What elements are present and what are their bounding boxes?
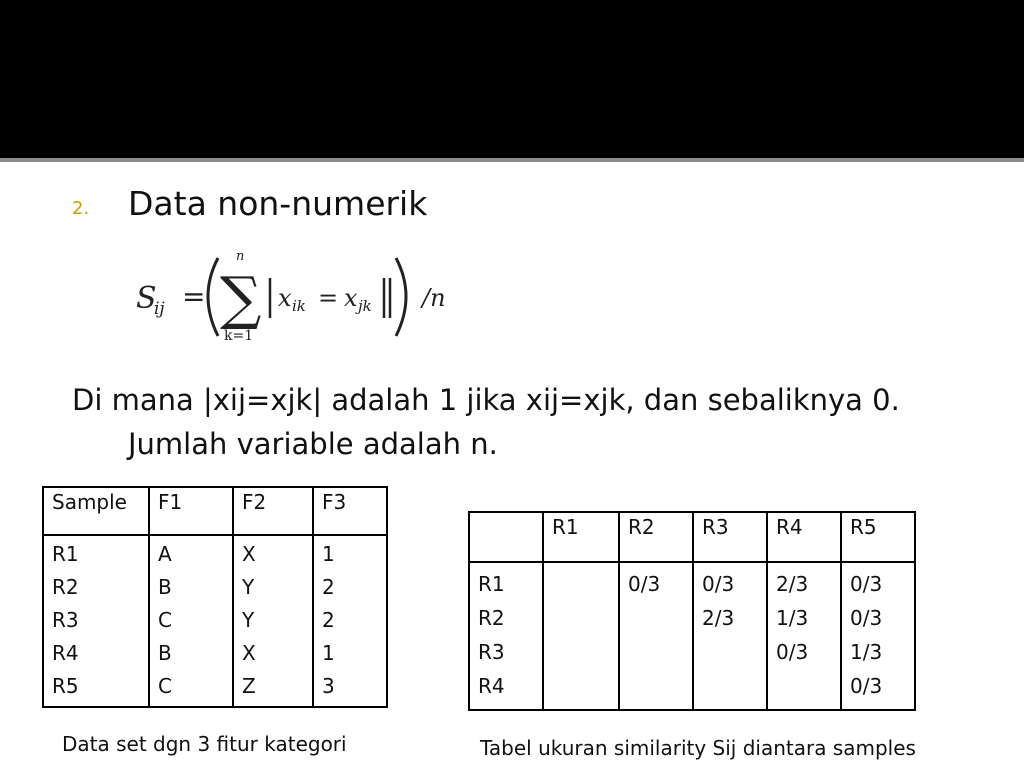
r5-column <box>841 562 915 710</box>
header-cell: R4 <box>767 512 841 562</box>
f1-column <box>149 535 233 707</box>
cell: R2 <box>478 606 505 630</box>
sigma-symbol: ∑ <box>220 264 262 332</box>
explanation-line-1: Di mana |xij=xjk| adalah 1 jika xij=xjk, dan sebaliknya 0. <box>72 383 900 417</box>
sum-lower-limit: k=1 <box>224 328 254 344</box>
cell: R5 <box>52 674 79 698</box>
r3-column <box>693 562 767 710</box>
cell: B <box>158 641 172 665</box>
header-cell: F3 <box>313 487 387 535</box>
cell: R2 <box>52 575 79 599</box>
header-cell: F1 <box>149 487 233 535</box>
left-paren <box>208 258 218 336</box>
cell: 1/3 <box>850 640 883 664</box>
cell: Y <box>242 608 255 632</box>
similarity-table <box>468 511 916 711</box>
right-paren <box>396 258 406 336</box>
header-cell: Sample <box>43 487 149 535</box>
cell: 2 <box>322 608 335 632</box>
cell: C <box>158 608 172 632</box>
table-header-row <box>469 512 915 562</box>
cell: 0/3 <box>776 640 809 664</box>
cell: X <box>242 542 256 566</box>
table-row <box>469 562 915 710</box>
cell: R1 <box>478 572 505 596</box>
list-item-number: 2. <box>72 198 90 219</box>
cell: 0/3 <box>850 572 883 596</box>
r1-column <box>543 562 619 710</box>
cell: X <box>242 641 256 665</box>
formula-x-jk: x <box>344 284 358 312</box>
formula-equals: = <box>182 280 206 313</box>
header-cell: F2 <box>233 487 313 535</box>
header-cell <box>469 512 543 562</box>
cell: 0/3 <box>850 606 883 630</box>
cell: 1 <box>322 641 335 665</box>
sample-column <box>43 535 149 707</box>
cell: 1 <box>322 542 335 566</box>
cell: 2 <box>322 575 335 599</box>
cell: R3 <box>478 640 505 664</box>
cell: Y <box>242 575 255 599</box>
header-cell: R1 <box>543 512 619 562</box>
r2-column <box>619 562 693 710</box>
cell: R1 <box>52 542 79 566</box>
f3-column <box>313 535 387 707</box>
cell: A <box>158 542 172 566</box>
header-cell: R3 <box>693 512 767 562</box>
formula-x-ik: x <box>278 284 292 312</box>
cell: 0/3 <box>628 572 661 596</box>
formula-lhs: S <box>136 281 157 316</box>
cell: R4 <box>52 641 79 665</box>
explanation-paragraph <box>72 378 1002 466</box>
cell: 3 <box>322 674 335 698</box>
explanation-line-2: Jumlah variable adalah n. <box>128 427 498 461</box>
cell: R4 <box>478 674 505 698</box>
dataset-caption: Data set dgn 3 fitur kategori <box>62 732 347 756</box>
formula-divide-n: /n <box>422 284 446 312</box>
table-header-row <box>43 487 387 535</box>
similarity-caption: Tabel ukuran similarity Sij diantara samples <box>480 736 916 760</box>
cell: C <box>158 674 172 698</box>
sum-upper-limit: n <box>236 249 245 264</box>
cell: 0/3 <box>850 674 883 698</box>
similarity-formula <box>132 244 472 344</box>
list-item-title: Data non-numerik <box>128 184 428 223</box>
header-cell: R5 <box>841 512 915 562</box>
formula-jk-sub: jk <box>358 297 372 315</box>
dataset-table <box>42 486 388 708</box>
formula-inner-equals: = <box>318 284 339 312</box>
row-label-column <box>469 562 543 710</box>
formula-ik-sub: ik <box>292 297 306 315</box>
cell: R3 <box>52 608 79 632</box>
cell: B <box>158 575 172 599</box>
cell: 2/3 <box>702 606 735 630</box>
cell: Z <box>242 674 256 698</box>
header-cell: R2 <box>619 512 693 562</box>
slide-content <box>0 162 1024 768</box>
table-row <box>43 535 387 707</box>
cell: 1/3 <box>776 606 809 630</box>
f2-column <box>233 535 313 707</box>
formula-lhs-sub: ij <box>154 299 165 319</box>
cell: 0/3 <box>702 572 735 596</box>
r4-column <box>767 562 841 710</box>
title-bar <box>0 0 1024 158</box>
cell: 2/3 <box>776 572 809 596</box>
